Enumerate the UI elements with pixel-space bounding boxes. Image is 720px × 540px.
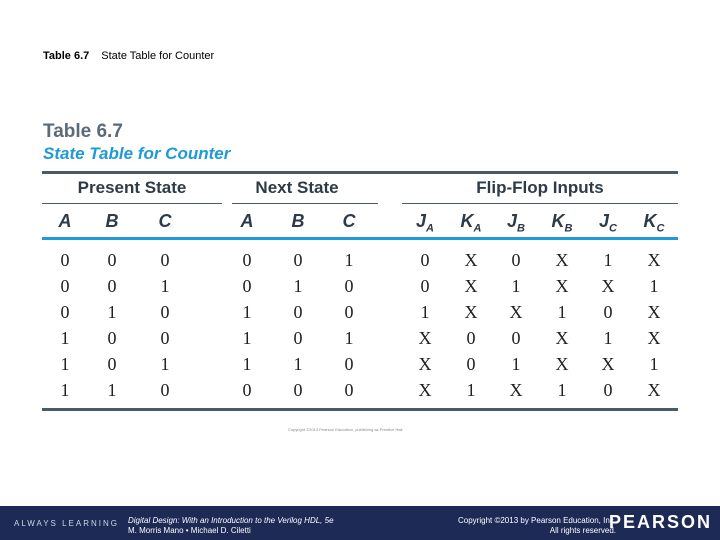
table-cell: 1 (557, 302, 567, 322)
table-cell: 0 (242, 250, 252, 270)
table-cell: 1 (511, 354, 521, 374)
table-cell: 0 (107, 328, 117, 348)
column-header-sub: C (609, 222, 617, 235)
column-header (50, 211, 80, 232)
table-cell: 0 (603, 380, 613, 400)
column-header-main: K (643, 211, 657, 231)
table-cell: X (555, 354, 569, 374)
group-present-state: Present State (77, 178, 187, 197)
table-cell: 0 (344, 276, 354, 296)
book-citation (128, 516, 334, 536)
table-cell: 1 (466, 380, 476, 400)
table-cell: 0 (160, 328, 170, 348)
table-cell: X (464, 250, 478, 270)
column-header-main: A (240, 211, 254, 231)
column-header-main: K (551, 211, 565, 231)
table-cell: 0 (242, 380, 252, 400)
table-cell: X (464, 302, 478, 322)
group-next-state: Next State (255, 178, 339, 197)
book-title: Digital Design: With an Introduction to the Verilog HDL, 5e (128, 516, 334, 525)
column-header-main: A (58, 211, 72, 231)
table-cell: 1 (160, 276, 170, 296)
column-header (593, 211, 623, 235)
table-cell: X (647, 328, 661, 348)
table-cell: 1 (60, 354, 70, 374)
column-header (501, 211, 531, 235)
table-cell: 1 (107, 302, 117, 322)
table-cell: X (601, 276, 615, 296)
table-cell: X (418, 328, 432, 348)
table-cell: X (555, 328, 569, 348)
group-underline-next (232, 203, 378, 204)
table-cell: 0 (344, 302, 354, 322)
table-cell: 1 (293, 354, 303, 374)
column-header (97, 211, 127, 232)
table-cell: 1 (511, 276, 521, 296)
header-rule (42, 237, 678, 240)
table-cell: 0 (160, 380, 170, 400)
copyright-line-2: All rights reserved. (549, 526, 616, 535)
column-header-sub: A (473, 222, 482, 235)
table-cell: 0 (60, 302, 70, 322)
table-cell: 0 (293, 380, 303, 400)
column-header (410, 211, 440, 235)
table-cell: 0 (344, 380, 354, 400)
table-cell: 1 (60, 328, 70, 348)
table-cell: X (647, 380, 661, 400)
table-title: Table 6.7 (43, 121, 123, 142)
table-cell: 1 (557, 380, 567, 400)
table-cell: 0 (293, 302, 303, 322)
table-cell: 1 (242, 354, 252, 374)
column-header-sub: B (564, 222, 573, 235)
table-cell: 1 (649, 276, 659, 296)
group-underline-present (42, 203, 222, 204)
column-header-sub: B (517, 222, 525, 235)
table-bottom-rule (42, 408, 678, 411)
table-cell: X (509, 380, 523, 400)
column-header-main: C (158, 211, 172, 231)
table-cell: X (418, 380, 432, 400)
column-header-sub: C (656, 222, 665, 235)
slide-header (43, 50, 214, 62)
table-cell: 0 (511, 328, 521, 348)
column-header-main: B (291, 211, 305, 231)
table-cell: 1 (344, 250, 354, 270)
table-cell: 1 (60, 380, 70, 400)
table-cell: 0 (160, 250, 170, 270)
table-cell: 0 (511, 250, 521, 270)
table-cell: X (555, 276, 569, 296)
group-flip-flop-inputs: Flip-Flop Inputs (476, 178, 604, 197)
column-header-main: J (599, 211, 610, 231)
table-cell: X (509, 302, 523, 322)
table-cell: 0 (107, 276, 117, 296)
table-cell: 0 (344, 354, 354, 374)
table-cell: X (647, 302, 661, 322)
table-cell: 0 (160, 302, 170, 322)
group-underline-inputs (402, 203, 678, 204)
table-cell: 1 (344, 328, 354, 348)
table-cell: 1 (242, 328, 252, 348)
table-cell: 0 (60, 276, 70, 296)
table-cell: 1 (603, 328, 613, 348)
always-learning-brand: ALWAYS LEARNING (14, 519, 119, 528)
column-header (232, 211, 262, 232)
column-header (547, 211, 577, 235)
table-cell: 1 (649, 354, 659, 374)
column-header (639, 211, 669, 235)
column-header-main: B (105, 211, 119, 231)
table-top-rule (42, 171, 678, 174)
column-header-main: C (342, 211, 356, 231)
table-cell: 0 (60, 250, 70, 270)
table-cell: 1 (160, 354, 170, 374)
table-cell: X (418, 354, 432, 374)
column-header (150, 211, 180, 232)
table-cell: 0 (293, 328, 303, 348)
table-cell: X (601, 354, 615, 374)
column-header (334, 211, 364, 232)
table-cell: 1 (420, 302, 430, 322)
table-cell: 1 (242, 302, 252, 322)
slide-table-number: Table 6.7 (43, 50, 90, 62)
table-credit: Copyright ©2013 Pearson Education, publishing as Prentice Hall (288, 427, 403, 432)
table-subtitle: State Table for Counter (43, 144, 231, 163)
footer-bar (0, 506, 720, 540)
table-cell: 1 (603, 250, 613, 270)
table-cell: X (555, 250, 569, 270)
table-cell: 0 (107, 250, 117, 270)
table-cell: 0 (466, 328, 476, 348)
pearson-logo: PEARSON (608, 512, 712, 532)
slide-table-title: State Table for Counter (101, 50, 215, 62)
column-header-sub: A (426, 222, 434, 235)
table-cell: X (464, 276, 478, 296)
table-cell: X (647, 250, 661, 270)
table-cell: 0 (242, 276, 252, 296)
column-header-main: J (416, 211, 427, 231)
table-cell: 0 (420, 276, 430, 296)
column-header-main: K (460, 211, 474, 231)
column-header (456, 211, 486, 235)
copyright-line-1: Copyright ©2013 by Pearson Education, Inc. (458, 516, 616, 525)
copyright-notice (458, 516, 616, 536)
column-header (283, 211, 313, 232)
book-authors: M. Morris Mano • Michael D. Ciletti (128, 526, 251, 535)
table-cell: 0 (420, 250, 430, 270)
table-cell: 0 (107, 354, 117, 374)
table-cell: 0 (603, 302, 613, 322)
table-cell: 0 (466, 354, 476, 374)
column-header-main: J (507, 211, 518, 231)
table-cell: 1 (107, 380, 117, 400)
table-cell: 1 (293, 276, 303, 296)
table-cell: 0 (293, 250, 303, 270)
